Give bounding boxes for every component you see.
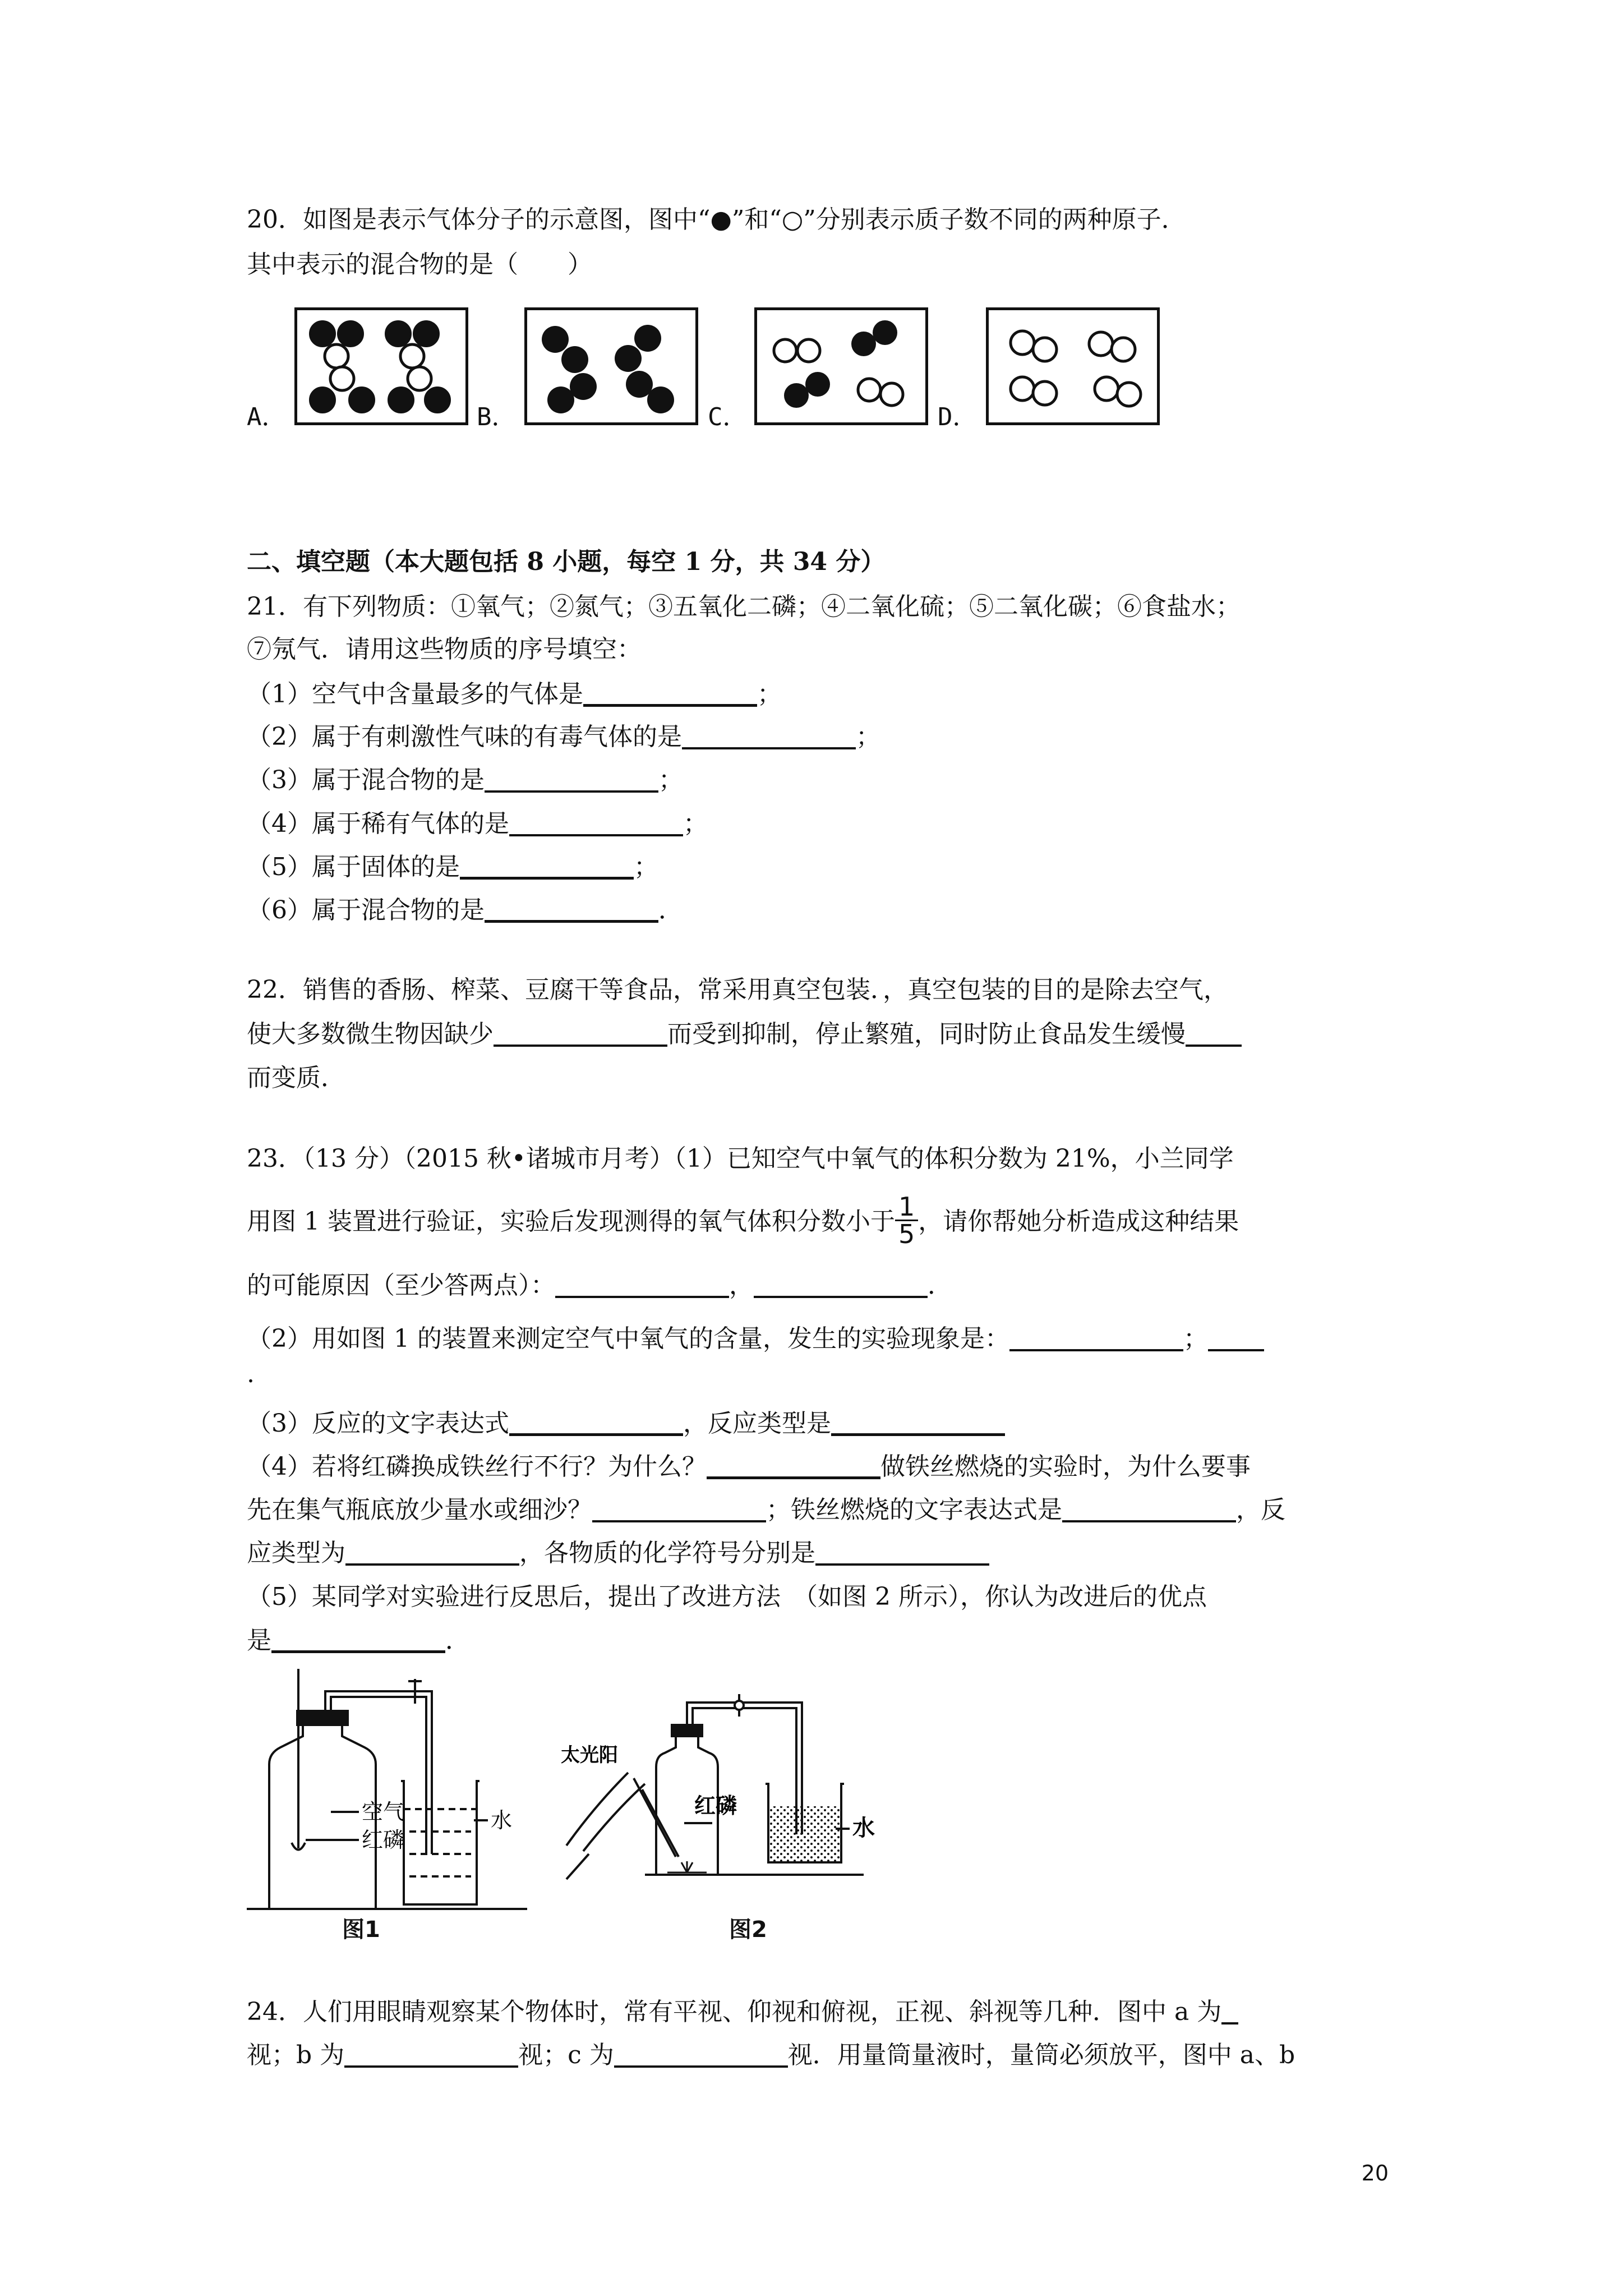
page-number: 20 [1361,2161,1389,2185]
q21-item-3: （3）属于混合物的是 ； [247,766,683,794]
q21-line2: ⑦氖气．请用这些物质的序号填空： [247,635,642,664]
fig1-label-water: 水 [491,1808,513,1833]
answer-blank[interactable] [271,1628,445,1653]
q20-line1: 20．如图是表示气体分子的示意图，图中“●”和“○”分别表示质子数不同的两种原子． [247,205,1186,234]
answer-blank[interactable] [485,898,658,923]
answer-blank[interactable] [494,1022,667,1047]
answer-blank[interactable] [345,1541,519,1566]
answer-blank[interactable] [583,682,757,707]
figure-1-apparatus [247,1669,527,1910]
molecule-diagram-b [527,310,695,422]
q20-option-b: B． [477,403,517,431]
q24-line2: 视；b 为 视；c 为 视．用量筒量液时，量筒必须放平，图中 a、b [247,2041,1295,2069]
answer-blank[interactable] [614,2043,788,2068]
fig2-label-water: 水 [852,1815,875,1841]
answer-blank[interactable] [1009,1327,1183,1351]
q21-item-5: （5）属于固体的是 ； [247,853,658,881]
answer-blank[interactable] [1062,1498,1236,1522]
q20-box-d [986,307,1160,425]
q23-line2: 用图 1 装置进行验证，实验后发现测得的氧气体积分数小于 $\frac{1}{5}$ ，请你帮她分析造成这种结果 [247,1191,1239,1249]
figure-2-apparatus [561,1694,953,1896]
q20-option-d: D． [938,403,978,431]
answer-blank[interactable] [555,1273,729,1298]
q21-item-6: （6）属于混合物的是 ． [247,896,683,924]
answer-blank[interactable] [707,1454,880,1479]
answer-blank[interactable] [1208,1327,1264,1351]
fig2-label-phosphorus: 红磷 [694,1793,737,1818]
q23-line4: （2）用如图 1 的装置来测定空气中氧气的含量，发生的实验现象是： ； [247,1327,1264,1351]
beaker [401,1781,479,1904]
fraction-one-fifth: $\frac{1}{5}$ [895,1194,918,1247]
stopper [297,1711,348,1725]
answer-blank[interactable] [1221,2000,1238,2024]
q23-line10: （5）某同学对实验进行反思后，提出了改进方法 （如图 2 所示），你认为改进后的优点 [247,1582,1207,1611]
q21-item-4: （4）属于稀有气体的是 ； [247,809,708,838]
q22-line3: 而变质． [247,1064,345,1092]
q23-line3: 的可能原因（至少答两点）： ， ． [247,1271,952,1300]
q23-line7: （4）若将红磷换成铁丝行不行？为什么？ 做铁丝燃烧的实验时，为什么要事 [247,1452,1251,1481]
fig1-label-air: 空气 [362,1800,405,1824]
q20-option-a: A． [247,403,287,431]
q23-line5: . [247,1360,255,1388]
q24-line1: 24．人们用眼睛观察某个物体时，常有平视、仰视和俯视，正视、斜视等几种．图中 a 为 [247,2000,1238,2024]
answer-blank[interactable] [592,1498,766,1522]
answer-blank[interactable] [509,1411,683,1436]
molecule-diagram-d [989,310,1157,422]
molecule-diagram-a [297,310,465,422]
q22-line1: 22．销售的香肠、榨菜、豆腐干等食品，常采用真空包装．，真空包装的目的是除去空气， [247,976,1228,1004]
q20-option-c: C． [708,403,748,431]
molecule-diagram-c [757,310,925,422]
q23-line6: （3）反应的文字表达式 ，反应类型是 [247,1411,1005,1436]
q23-line8: 先在集气瓶底放少量水或细沙？ ；铁丝燃烧的文字表达式是 ，反 [247,1496,1285,1524]
q20-box-a [294,307,468,425]
answer-blank[interactable] [1186,1022,1242,1047]
q23-line1: 23．（13 分）（2015 秋•诸城市月考）（1）已知空气中氧气的体积分数为 21%，小兰同学 [247,1144,1234,1173]
answer-blank[interactable] [831,1411,1005,1436]
q23-line9: 应类型为 ，各物质的化学符号分别是 [247,1541,989,1566]
fig2-label-lens: 太光阳 [561,1744,618,1766]
q21-item-2: （2）属于有刺激性气味的有毒气体的是 ； [247,723,880,751]
q20-box-b [524,307,698,425]
fig1-caption: 图1 [342,1917,380,1943]
answer-blank[interactable] [485,768,658,793]
q22-line2: 使大多数微生物因缺少 而受到抑制，停止繁殖，同时防止食品发生缓慢 [247,1022,1242,1047]
gas-bottle [269,1722,376,1910]
water [769,1806,840,1861]
answer-blank[interactable] [344,2043,518,2068]
q23-line11: 是 ． [247,1626,470,1655]
q20-box-c [754,307,928,425]
q21-item-1: （1）空气中含量最多的气体是 ； [247,680,782,708]
section2-title: 二、填空题（本大题包括 8 小题，每空 1 分，共 34 分） [247,547,886,576]
q21-line1: 21．有下列物质：①氧气；②氮气；③五氧化二磷；④二氧化硫；⑤二氧化碳；⑥食盐水； [247,592,1241,621]
fig2-caption: 图2 [729,1917,767,1943]
q20-line2: 其中表示的混合物的是（ ） [247,250,592,279]
answer-blank[interactable] [509,812,683,836]
answer-blank[interactable] [815,1541,989,1566]
answer-blank[interactable] [460,854,634,880]
answer-blank[interactable] [754,1273,928,1298]
fig1-label-phosphorus: 红磷 [362,1828,405,1852]
answer-blank[interactable] [682,725,856,749]
